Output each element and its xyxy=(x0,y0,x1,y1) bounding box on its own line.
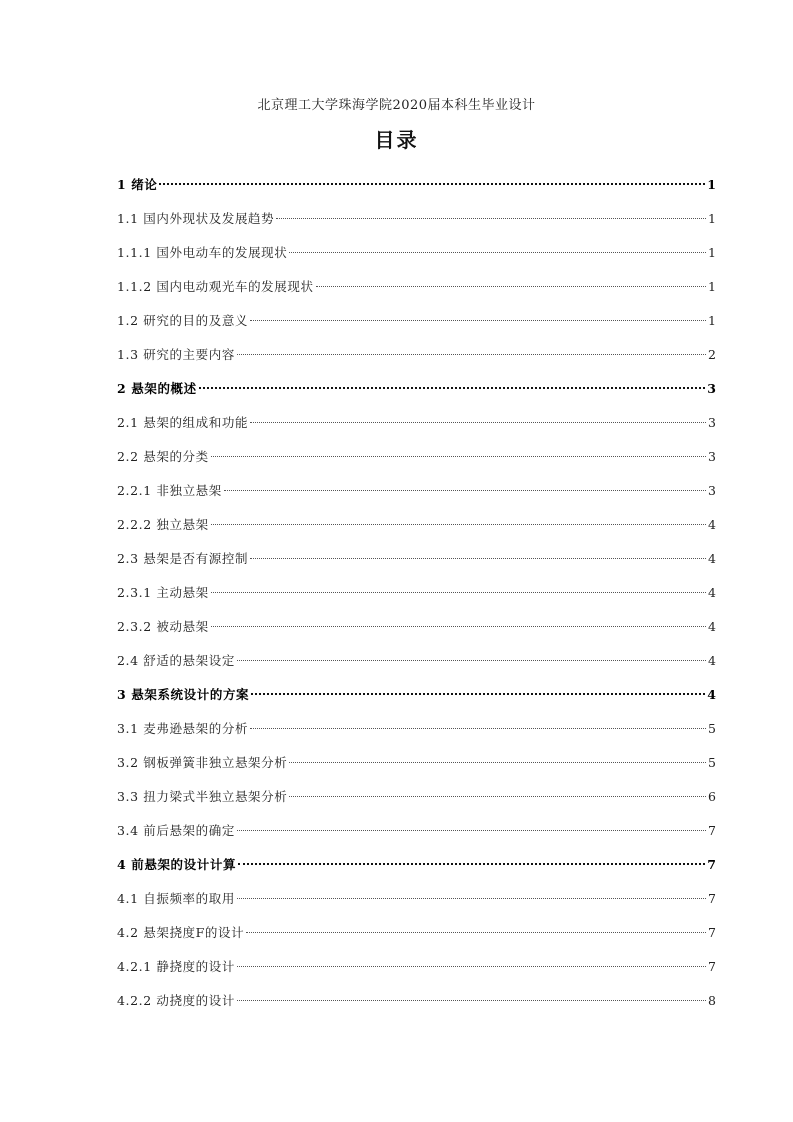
toc-entry[interactable] xyxy=(117,440,716,474)
toc-entry[interactable] xyxy=(117,746,716,780)
toc-entry-label: 1.3 研究的主要内容 xyxy=(117,347,235,362)
toc-entry-label: 4.2.2 动挠度的设计 xyxy=(117,993,235,1008)
toc-entry-page-number: 4 xyxy=(708,517,716,532)
toc-entry-label: 1.2 研究的目的及意义 xyxy=(117,313,249,328)
toc-entry-page-number: 8 xyxy=(708,993,716,1008)
toc-dot-leader xyxy=(238,863,705,865)
toc-entry[interactable] xyxy=(117,780,716,814)
toc-entry[interactable] xyxy=(117,916,716,950)
toc-entry-label: 4 前悬架的设计计算 xyxy=(117,857,237,872)
toc-dot-leader xyxy=(237,354,706,355)
toc-entry[interactable] xyxy=(117,678,716,712)
toc-dot-leader xyxy=(246,932,706,933)
toc-entry-page-number: 3 xyxy=(708,449,716,464)
toc-dot-leader xyxy=(224,490,706,491)
toc-entry-page-number: 5 xyxy=(708,755,716,770)
toc-entry-label: 3.1 麦弗逊悬架的分析 xyxy=(117,721,249,736)
toc-dot-leader xyxy=(211,592,706,593)
toc-entry-label: 4.2 悬架挠度F的设计 xyxy=(117,925,245,940)
toc-dot-leader xyxy=(237,898,706,899)
toc-entry[interactable] xyxy=(117,542,716,576)
toc-entry-label: 2.3 悬架是否有源控制 xyxy=(117,551,249,566)
toc-entry-label: 2.2 悬架的分类 xyxy=(117,449,209,464)
toc-entry-page-number: 7 xyxy=(708,925,716,940)
toc-entry-page-number: 4 xyxy=(708,653,716,668)
toc-dot-leader xyxy=(250,320,706,321)
toc-entry-page-number: 3 xyxy=(708,483,716,498)
toc-entry-label: 4.2.1 静挠度的设计 xyxy=(117,959,235,974)
toc-entry[interactable] xyxy=(117,270,716,304)
toc-entry-page-number: 4 xyxy=(708,585,716,600)
toc-dot-leader xyxy=(316,286,706,287)
toc-dot-leader xyxy=(250,728,706,729)
toc-entry-page-number: 4 xyxy=(708,619,716,634)
toc-entry[interactable] xyxy=(117,508,716,542)
running-header: 北京理工大学珠海学院2020届本科生毕业设计 xyxy=(257,98,536,113)
toc-entry[interactable] xyxy=(117,406,716,440)
toc-entry[interactable] xyxy=(117,984,716,1018)
toc-entry-label: 3.2 钢板弹簧非独立悬架分析 xyxy=(117,755,288,770)
toc-entry-page-number: 3 xyxy=(708,415,716,430)
toc-entry-page-number: 1 xyxy=(708,313,716,328)
toc-dot-leader xyxy=(289,252,706,253)
toc-entry-label: 2.3.2 被动悬架 xyxy=(117,619,209,634)
toc-entry[interactable] xyxy=(117,168,716,202)
toc-dot-leader xyxy=(276,218,706,219)
toc-dot-leader xyxy=(211,626,706,627)
toc-entry[interactable] xyxy=(117,950,716,984)
toc-dot-leader xyxy=(237,660,706,661)
toc-entry-page-number: 3 xyxy=(707,381,716,396)
toc-entry-label: 2.1 悬架的组成和功能 xyxy=(117,415,249,430)
toc-entry-page-number: 7 xyxy=(708,823,716,838)
toc-entry-label: 1.1.2 国内电动观光车的发展现状 xyxy=(117,279,314,294)
toc-dot-leader xyxy=(199,387,706,389)
toc-entry[interactable] xyxy=(117,304,716,338)
toc-entry-page-number: 4 xyxy=(707,687,716,702)
toc-dot-leader xyxy=(211,524,706,525)
toc-entry-page-number: 4 xyxy=(708,551,716,566)
toc-entry-label: 3 悬架系统设计的方案 xyxy=(117,687,250,702)
toc-dot-leader xyxy=(211,456,706,457)
toc-entry[interactable] xyxy=(117,814,716,848)
toc-entry-label: 3.4 前后悬架的确定 xyxy=(117,823,235,838)
toc-entry-page-number: 1 xyxy=(708,245,716,260)
toc-entry-page-number: 1 xyxy=(708,279,716,294)
toc-entry[interactable] xyxy=(117,338,716,372)
toc-entry-label: 2.4 舒适的悬架设定 xyxy=(117,653,235,668)
toc-entry-page-number: 5 xyxy=(708,721,716,736)
toc-entry-label: 1.1 国内外现状及发展趋势 xyxy=(117,211,275,226)
toc-entry-label: 2.3.1 主动悬架 xyxy=(117,585,209,600)
toc-entry[interactable] xyxy=(117,236,716,270)
toc-entry-page-number: 6 xyxy=(708,789,716,804)
toc-dot-leader xyxy=(250,558,706,559)
toc-dot-leader xyxy=(237,966,706,967)
toc-dot-leader xyxy=(251,693,705,695)
toc-entry[interactable] xyxy=(117,712,716,746)
toc-entry-label: 2.2.2 独立悬架 xyxy=(117,517,209,532)
toc-entry[interactable] xyxy=(117,882,716,916)
toc-entry[interactable] xyxy=(117,372,716,406)
page-title: 目录 xyxy=(374,128,419,152)
toc-entry-page-number: 7 xyxy=(707,857,716,872)
toc-entry-label: 2 悬架的概述 xyxy=(117,381,197,396)
toc-entry[interactable] xyxy=(117,202,716,236)
toc-entry[interactable] xyxy=(117,576,716,610)
toc-entry[interactable] xyxy=(117,474,716,508)
toc-entry-label: 1 绪论 xyxy=(117,177,158,192)
toc-entry-page-number: 1 xyxy=(708,211,716,226)
toc-entry-page-number: 7 xyxy=(708,959,716,974)
toc-dot-leader xyxy=(159,183,705,185)
toc-entry[interactable] xyxy=(117,644,716,678)
toc-dot-leader xyxy=(237,1000,706,1001)
toc-dot-leader xyxy=(289,762,706,763)
toc-entry-label: 1.1.1 国外电动车的发展现状 xyxy=(117,245,288,260)
toc-entry-page-number: 1 xyxy=(707,177,716,192)
toc-entry-page-number: 2 xyxy=(708,347,716,362)
toc-entry-page-number: 7 xyxy=(708,891,716,906)
toc-entry[interactable] xyxy=(117,848,716,882)
toc-dot-leader xyxy=(237,830,706,831)
toc-dot-leader xyxy=(289,796,706,797)
toc-entry[interactable] xyxy=(117,610,716,644)
toc-entry-label: 4.1 自振频率的取用 xyxy=(117,891,235,906)
toc-entry-label: 3.3 扭力梁式半独立悬架分析 xyxy=(117,789,288,804)
table-of-contents xyxy=(117,168,716,1018)
toc-entry-label: 2.2.1 非独立悬架 xyxy=(117,483,222,498)
toc-dot-leader xyxy=(250,422,706,423)
